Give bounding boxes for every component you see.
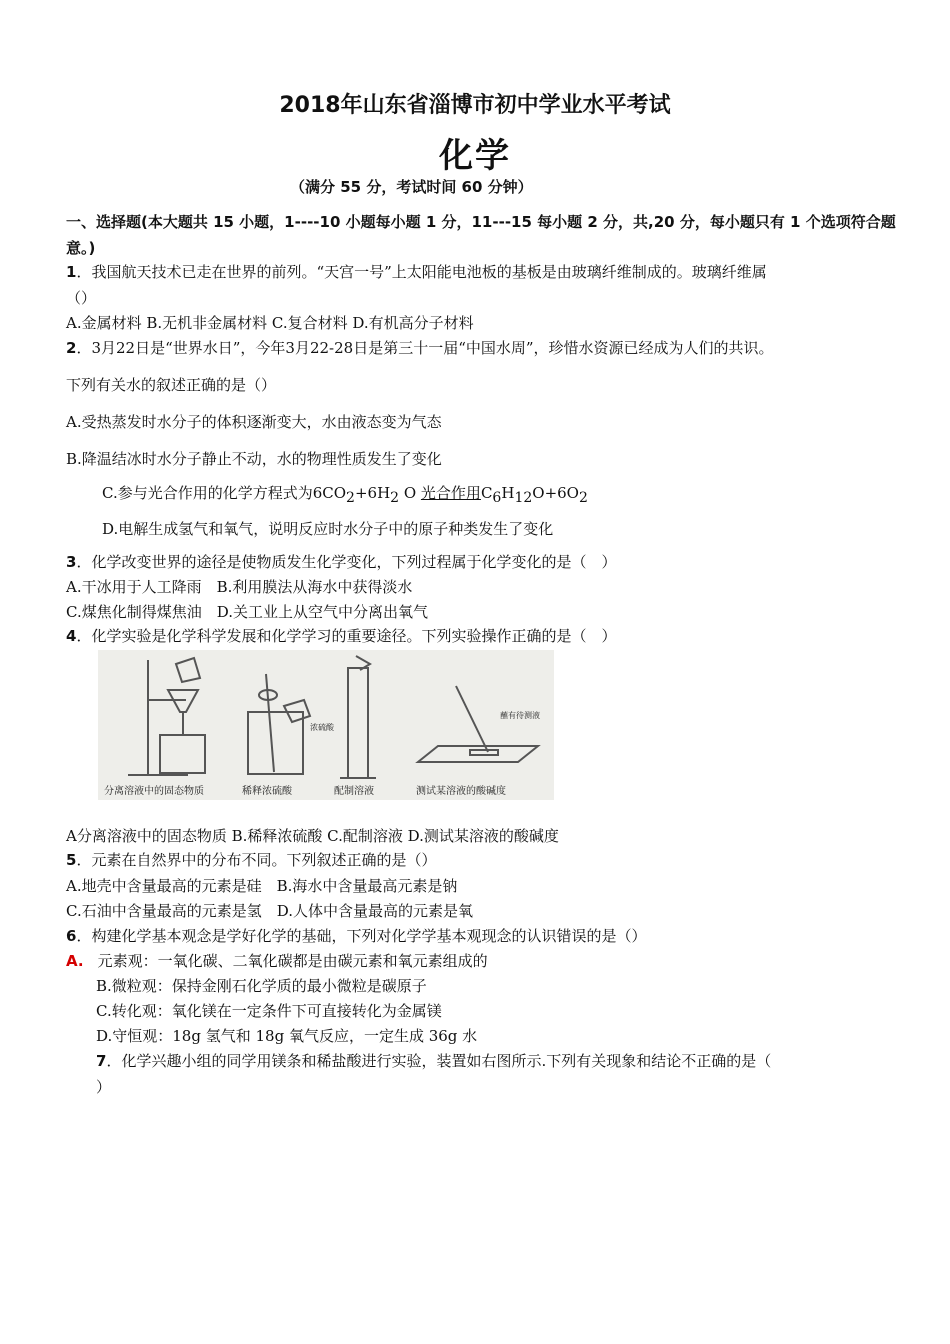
subscript: 12 bbox=[514, 490, 533, 506]
question-text: ．化学兴趣小组的同学用镁条和稀盐酸进行实验，装置如右图所示.下列有关现象和结论不正确的是（ bbox=[106, 1052, 772, 1070]
question-5-options-cd: C.石油中含量最高的元素是氢 D.人体中含量最高的元素是氧 bbox=[66, 902, 473, 920]
glass-rod bbox=[266, 674, 274, 772]
glass-rod bbox=[456, 686, 488, 752]
subscript: 2 bbox=[346, 490, 355, 506]
equation-part: +6H bbox=[354, 484, 391, 502]
exam-info: （满分 55 分，考试时间 60 分钟） bbox=[290, 178, 533, 196]
question-1-stem bbox=[66, 261, 767, 282]
question-1-options: A.金属材料 B.无机非金属材料 C.复合材料 D.有机高分子材料 bbox=[66, 314, 474, 332]
equation-part: C.参与光合作用的化学方程式为6CO bbox=[102, 484, 347, 502]
figure-label: 分离溶液中的固态物质 bbox=[104, 786, 204, 797]
question-4-stem bbox=[66, 625, 616, 646]
question-number: 6 bbox=[66, 927, 77, 945]
section-heading: 一、选择题(本大题共 15 小题，1----10 小题每小题 1 分，11---15 每小题 2 分，共,20 分，每小题只有 1 个选项符合题意。) bbox=[66, 213, 896, 257]
question-6-option-d: D.守恒观：18g 氢气和 18g 氧气反应，一定生成 36g 水 bbox=[96, 1027, 478, 1045]
question-text: ．化学改变世界的途径是使物质发生化学变化，下列过程属于化学变化的是（ ） bbox=[76, 553, 617, 571]
question-number: 7 bbox=[96, 1052, 107, 1070]
question-number: 2 bbox=[66, 339, 77, 357]
subscript: 6 bbox=[492, 490, 502, 506]
question-2-stem bbox=[66, 337, 774, 358]
question-6-option-c: C.转化观：氧化镁在一定条件下可直接转化为金属镁 bbox=[96, 1002, 442, 1020]
equation-part: O bbox=[399, 484, 421, 502]
question-7-stem bbox=[96, 1050, 771, 1071]
question-6-stem bbox=[66, 925, 646, 946]
question-text: ．化学实验是化学科学发展和化学学习的重要途径。下列实验操作正确的是（ ） bbox=[76, 627, 617, 645]
equation-part: C bbox=[480, 484, 493, 502]
figure-label: 稀释浓硫酸 bbox=[242, 786, 292, 797]
question-7-paren: ） bbox=[96, 1078, 112, 1096]
question-5-stem bbox=[66, 849, 436, 870]
figure-tag: 蘸有待测液 bbox=[500, 711, 540, 720]
question-number: 4 bbox=[66, 627, 77, 645]
option-letter: A. bbox=[66, 952, 84, 970]
reaction-condition: 光合作用 bbox=[420, 484, 481, 502]
beaker bbox=[160, 735, 205, 773]
question-number: 1 bbox=[66, 263, 77, 281]
lab-apparatus-figure bbox=[98, 650, 554, 800]
question-number: 5 bbox=[66, 851, 77, 869]
question-2-option-d: D.电解生成氢气和氧气，说明反应时水分子中的原子种类发生了变化 bbox=[102, 520, 554, 538]
figure-tag: 浓硫酸 bbox=[310, 723, 334, 732]
question-text: ．3月22日是“世界水日”，今年3月22-28日是第三十一届“中国水周”，珍惜水资源已经成为人们的共识。 bbox=[76, 339, 774, 357]
question-2-option-a: A.受热蒸发时水分子的体积逐渐变大，水由液态变为气态 bbox=[66, 413, 442, 431]
graduated-cylinder bbox=[348, 668, 368, 778]
question-3-options-cd: C.煤焦化制得煤焦油 D.关工业上从空气中分离出氧气 bbox=[66, 603, 428, 621]
figure-label: 配制溶液 bbox=[334, 786, 374, 797]
question-text: ．我国航天技术已走在世界的前列。“天宫一号”上太阳能电池板的基板是由玻璃纤维制成的。玻璃纤维属 bbox=[76, 263, 767, 281]
question-text: ．构建化学基本观念是学好化学的基础，下列对化学学基本观现念的认识错误的是（） bbox=[76, 927, 647, 945]
subject-title: 化学 bbox=[439, 136, 511, 176]
question-3-stem bbox=[66, 551, 616, 572]
exam-title: 2018年山东省淄博市初中学业水平考试 bbox=[279, 93, 671, 118]
question-2-stem-2: 下列有关水的叙述正确的是（） bbox=[66, 376, 277, 394]
question-number: 3 bbox=[66, 553, 77, 571]
question-1-paren: （） bbox=[66, 289, 97, 307]
question-2-option-b: B.降温结冰时水分子静止不动，水的物理性质发生了变化 bbox=[66, 450, 442, 468]
question-3-options-ab: A.干冰用于人工降雨 B.利用膜法从海水中获得淡水 bbox=[66, 578, 413, 596]
question-6-option-a bbox=[66, 950, 488, 971]
question-text: ．元素在自然界中的分布不同。下列叙述正确的是（） bbox=[76, 851, 437, 869]
question-5-options-ab: A.地壳中含量最高的元素是硅 B.海水中含量最高元素是钠 bbox=[66, 877, 458, 895]
equation-part: H bbox=[501, 484, 515, 502]
question-4-options: A分离溶液中的固态物质 B.稀释浓硫酸 C.配制溶液 D.测试某溶液的酸碱度 bbox=[66, 827, 559, 845]
option-text: 元素观：一氧化碳、二氧化碳都是由碳元素和氧元素组成的 bbox=[97, 952, 488, 970]
question-6-option-b: B.微粒观：保持金刚石化学质的最小微粒是碳原子 bbox=[96, 977, 427, 995]
figure-label: 测试某溶液的酸碱度 bbox=[416, 786, 506, 797]
equation-part: O+6O bbox=[532, 484, 579, 502]
ph-paper bbox=[470, 750, 498, 755]
question-2-option-c bbox=[102, 482, 588, 506]
subscript: 2 bbox=[390, 490, 400, 506]
subscript: 2 bbox=[578, 490, 588, 506]
pouring-beaker bbox=[176, 658, 200, 682]
